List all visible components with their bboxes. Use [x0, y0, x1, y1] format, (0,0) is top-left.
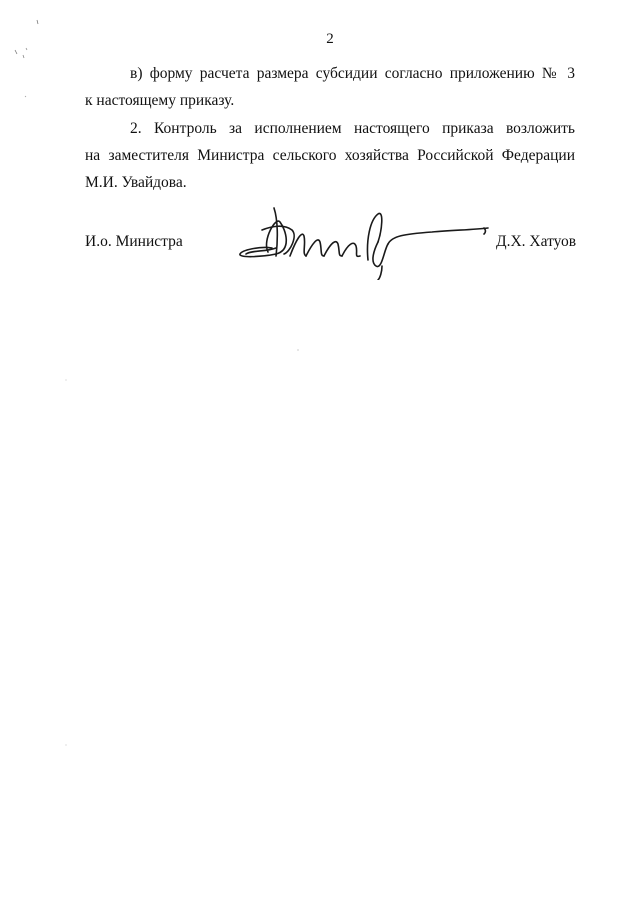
paragraph-line: 2. Контроль за исполнением настоящего приказа возложить: [130, 120, 575, 137]
paragraph-line: М.И. Увайдова.: [85, 174, 187, 191]
signatory-role: И.о. Министра: [85, 233, 183, 250]
signatory-name: Д.Х. Хатуов: [496, 233, 577, 250]
paragraph-line: на заместителя Министра сельского хозяйства Российской Федерации: [85, 147, 575, 164]
paragraph-line: к настоящему приказу.: [85, 92, 235, 109]
page-number: 2: [326, 31, 334, 47]
paragraph-line: в) форму расчета размера субсидии согласно приложению № 3: [130, 65, 575, 82]
